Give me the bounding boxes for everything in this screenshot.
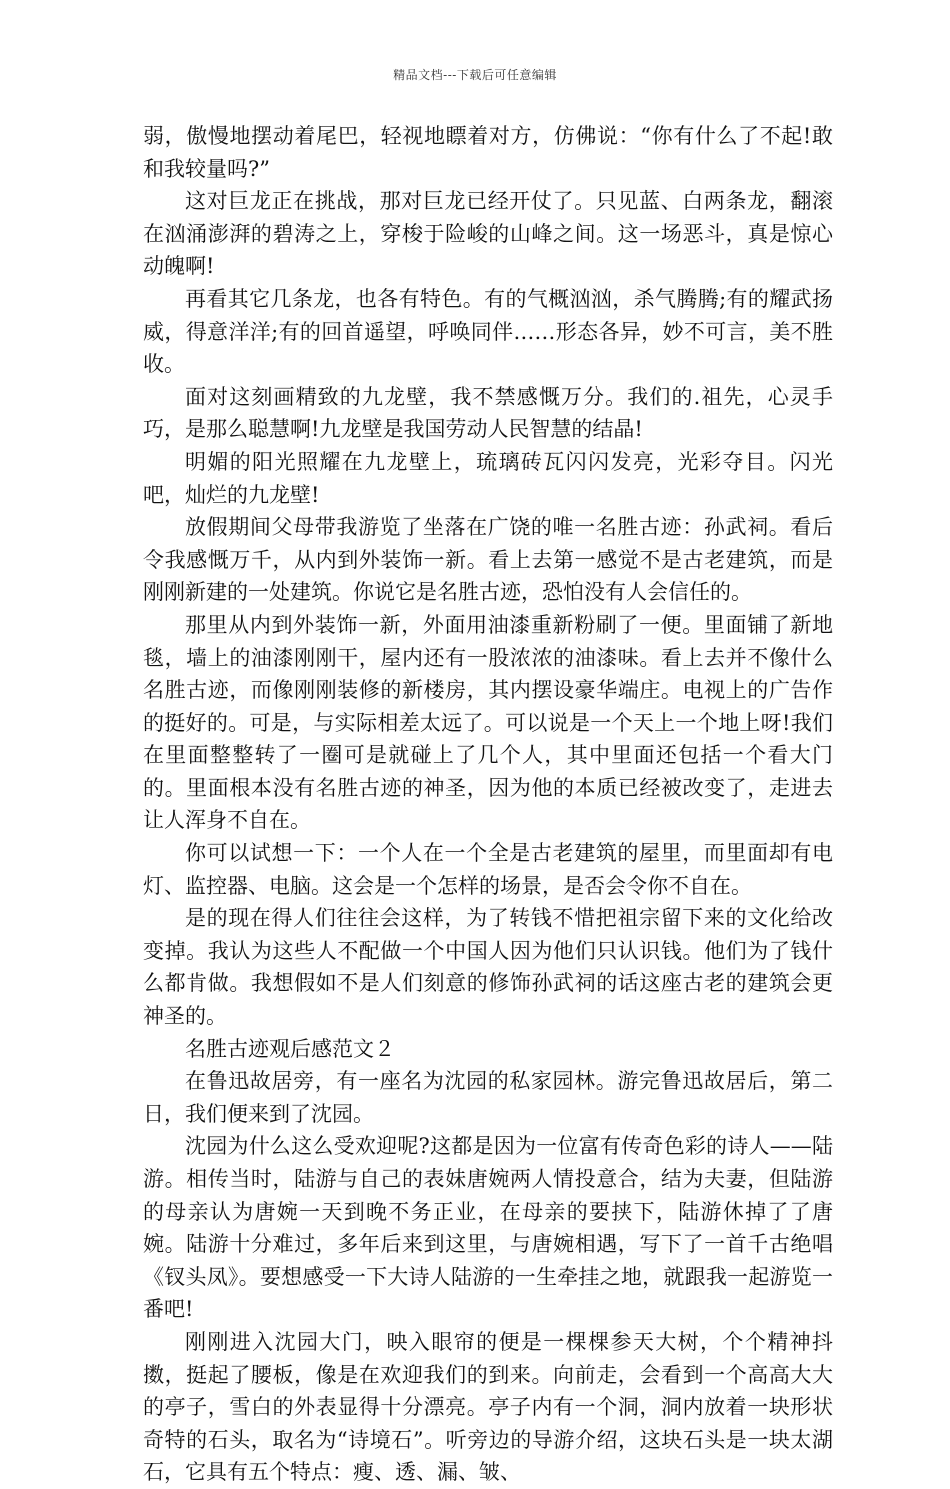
paragraph-6: 放假期间父母带我游览了坐落在广饶的唯一名胜古迹：孙武祠。看后令我感慨万千，从内到外装饰一新。看上去第一感觉不是古老建筑，而是刚刚新建的一处建筑。你说它是名胜古迹，恐怕没有人会信任的。 [143, 515, 833, 605]
paragraph-7: 那里从内到外装饰一新，外面用油漆重新粉刷了一便。里面铺了新地毯，墙上的油漆刚刚干，屋内还有一股浓浓的油漆味。看上去并不像什么名胜古迹，而像刚刚装修的新楼房，其内摆设豪华端庄。电视上的广告作的挺好的。可是，与实际相差太远了。可以说是一个天上一个地上呀!我们在里面整整转了一圈可是就碰上了几个人，其中里面还包括一个看大门的。里面根本没有名胜古迹的神圣，因为他的本质已经被改变了，走进去让人浑身不自在。 [143, 612, 833, 833]
paragraph-8: 你可以试想一下：一个人在一个全是古老建筑的屋里，而里面却有电灯、监控器、电脑。这会是一个怎样的场景，是否会令你不自在。 [143, 841, 833, 898]
page-header-note: 精品文档---下载后可任意编辑 [393, 68, 557, 82]
paragraph-12: 刚刚进入沈园大门，映入眼帘的便是一棵棵参天大树，个个精神抖擞，挺起了腰板，像是在欢迎我们的到来。向前走，会看到一个高高大大的亭子，雪白的外表显得十分漂亮。亭子内有一个洞，洞内放着一块形状奇特的石头，取名为“诗境石”。听旁边的导游介绍，这块石头是一块太湖石，它具有五个特点：瘦、透、漏、皱、 [143, 1329, 833, 1485]
paragraph-11: 沈园为什么这么受欢迎呢?这都是因为一位富有传奇色彩的诗人——陆游。相传当时，陆游与自己的表妹唐婉两人情投意合，结为夫妻，但陆游的母亲认为唐婉一天到晚不务正业，在母亲的要挟下，陆游休掉了了唐婉。陆游十分难过，多年后来到这里，与唐婉相遇，写下了一首千古绝唱《钗头凤》。要想感受一下大诗人陆游的一生牵挂之地，就跟我一起游览一番吧! [143, 1134, 833, 1322]
section-heading: 名胜古迹观后感范文２ [185, 1036, 395, 1061]
paragraph-3: 再看其它几条龙，也各有特色。有的气概汹汹，杀气腾腾;有的耀武扬威，得意洋洋;有的回首遥望，呼唤同伴……形态各异，妙不可言，美不胜收。 [143, 286, 833, 377]
paragraph-4: 面对这刻画精致的九龙壁，我不禁感慨万分。我们的.祖先，心灵手巧，是那么聪慧啊!九龙壁是我国劳动人民智慧的结晶! [143, 384, 833, 442]
paragraph-1: 弱，傲慢地摆动着尾巴，轻视地瞟着对方，仿佛说：“你有什么了不起!敢和我较量吗?” [143, 124, 833, 181]
document-body [143, 120, 833, 1489]
paragraph-10: 在鲁迅故居旁，有一座名为沈园的私家园林。游完鲁迅故居后，第二日，我们便来到了沈园。 [143, 1069, 833, 1126]
paragraph-2: 这对巨龙正在挑战，那对巨龙已经开仗了。只见蓝、白两条龙，翻滚在汹涌澎湃的碧涛之上，穿梭于险峻的山峰之间。这一场恶斗，真是惊心动魄啊! [143, 189, 833, 279]
paragraph-9: 是的现在得人们往往会这样，为了转钱不惜把祖宗留下来的文化给改变掉。我认为这些人不配做一个中国人因为他们只认识钱。他们为了钱什么都肯做。我想假如不是人们刻意的修饰孙武祠的话这座古老的建筑会更神圣的。 [143, 906, 833, 1029]
paragraph-5: 明媚的阳光照耀在九龙壁上，琉璃砖瓦闪闪发亮，光彩夺目。闪光吧，灿烂的九龙壁! [143, 449, 833, 507]
